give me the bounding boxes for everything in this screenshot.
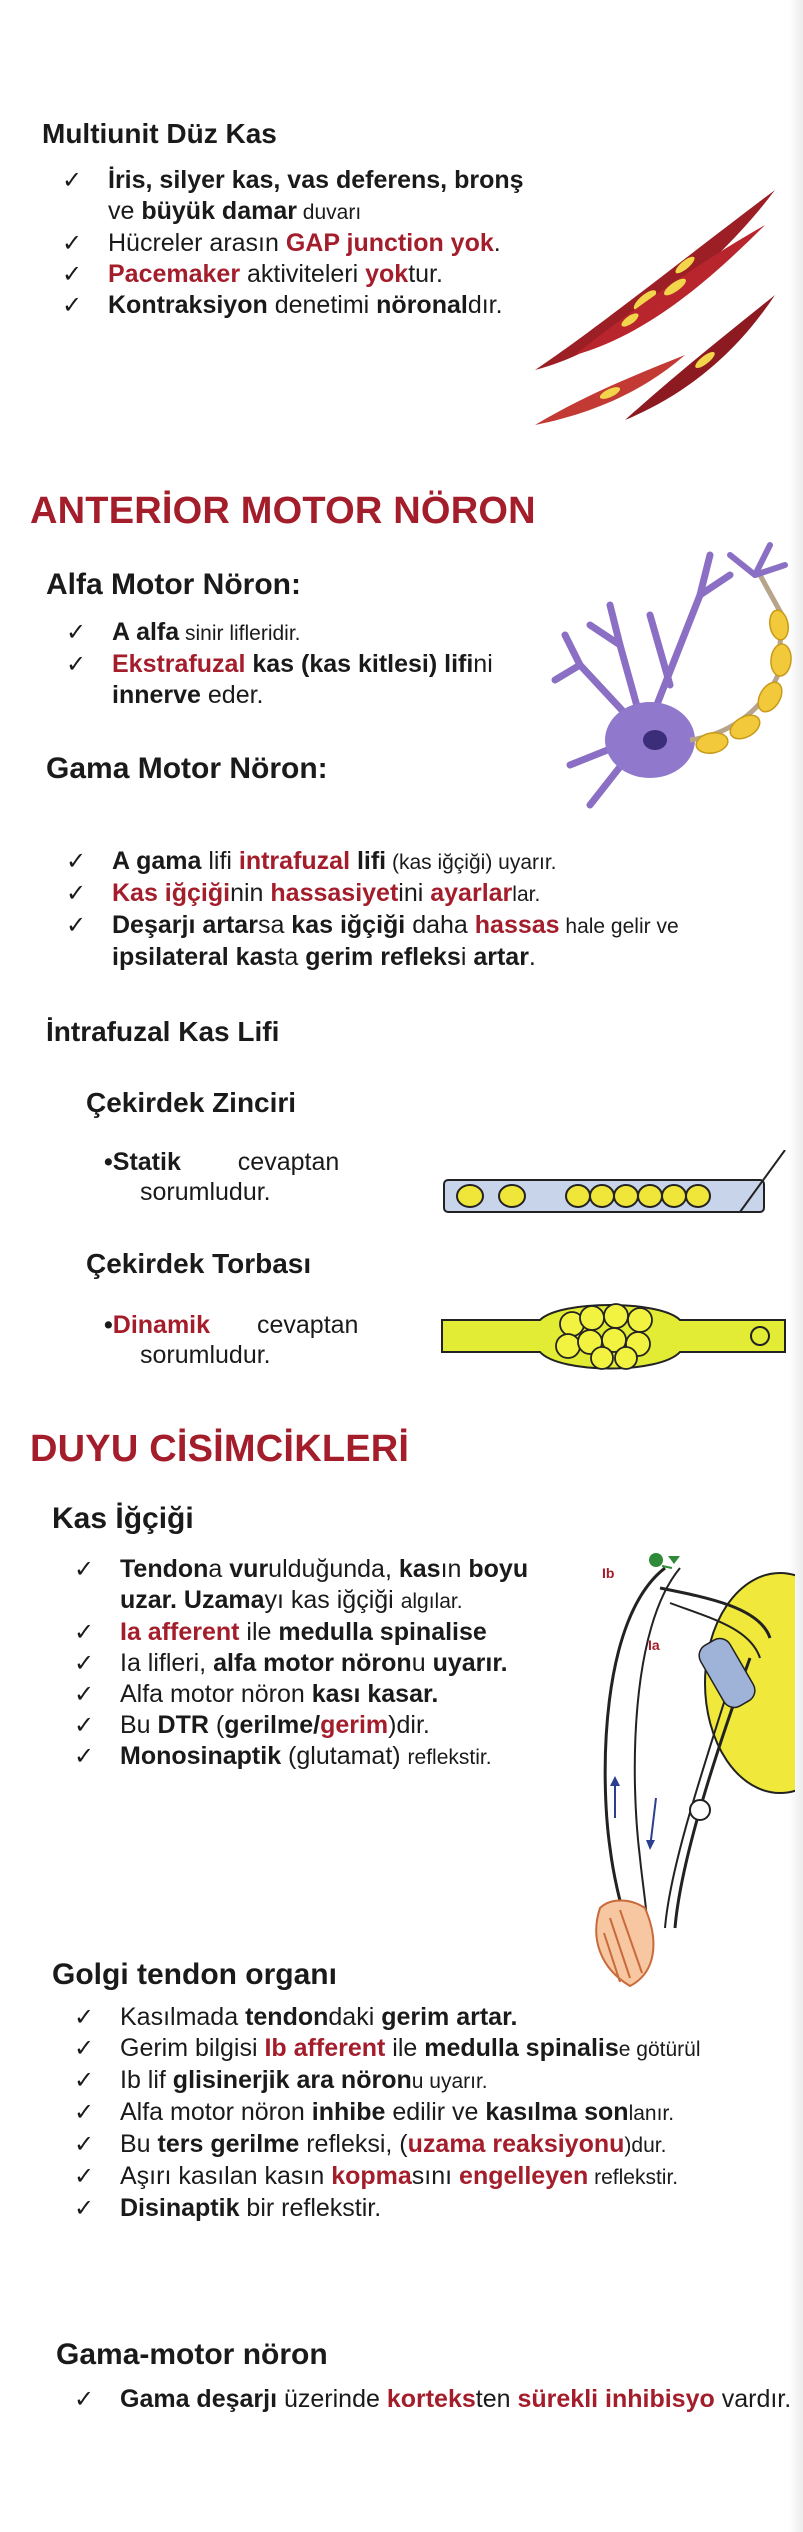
multiunit-title: Multiunit Düz Kas bbox=[42, 118, 277, 149]
check-item bbox=[74, 2193, 794, 2224]
gama-motor-title: Gama Motor Nöron: bbox=[46, 752, 328, 785]
item-text: Tendon bbox=[120, 1555, 209, 1583]
item-text: Ib lif bbox=[120, 2066, 173, 2094]
item-text: DTR bbox=[157, 1711, 209, 1739]
checkmark-icon: ✓ bbox=[66, 651, 87, 678]
item-text: dır. bbox=[467, 291, 503, 319]
item-text: intrafuzal bbox=[238, 847, 351, 875]
item-text: glisinerjik ara nöron bbox=[172, 2066, 412, 2094]
cekirdek-zinciri-text: •Statik cevaptan sorumludur. bbox=[104, 1148, 340, 1206]
checkmark-icon: ✓ bbox=[62, 261, 83, 288]
item-text: A alfa bbox=[112, 618, 180, 646]
check-item bbox=[74, 2033, 794, 2065]
item-text: tendon bbox=[245, 2003, 329, 2031]
kas-igcigi-title: Kas İğçiği bbox=[52, 1502, 194, 1535]
item-text: bir reflekstir. bbox=[239, 2194, 382, 2222]
check-item bbox=[74, 1679, 550, 1710]
item-text: innerve bbox=[112, 681, 201, 709]
item-text: Ib afferent bbox=[264, 2034, 386, 2062]
checkmark-icon: ✓ bbox=[74, 1556, 95, 1583]
item-text: Alfa motor nöron bbox=[120, 2098, 312, 2126]
item-text: reflekstir. bbox=[407, 1746, 492, 1769]
check-item bbox=[62, 259, 532, 290]
checkmark-icon: ✓ bbox=[74, 2195, 95, 2222]
item-text: vardır. bbox=[714, 2385, 792, 2413]
intrafuzal-title: İntrafuzal Kas Lifi bbox=[46, 1016, 280, 1047]
item-text: büyük damar bbox=[141, 197, 297, 225]
checkmark-icon: ✓ bbox=[74, 2131, 95, 2158]
item-text: u uyarır. bbox=[411, 2070, 488, 2093]
cekirdek-torbasi-title: Çekirdek Torbası bbox=[86, 1248, 312, 1279]
item-text: tur. bbox=[408, 260, 443, 288]
item-text: nin bbox=[230, 879, 271, 907]
item-text: sinir lifleridir. bbox=[179, 622, 301, 645]
item-text: ve bbox=[108, 197, 142, 225]
item-text: (kas iğçiği) uyarır. bbox=[386, 851, 557, 874]
item-text: hassas bbox=[474, 911, 560, 939]
check-item bbox=[66, 846, 786, 878]
item-text: inhibe bbox=[311, 2098, 386, 2126]
item-text: sürekli inhibisyo bbox=[517, 2385, 715, 2413]
checkmark-icon: ✓ bbox=[66, 912, 87, 939]
item-text: lifi bbox=[444, 650, 474, 678]
item-text: ( bbox=[208, 1711, 225, 1739]
item-text: Bu bbox=[120, 2130, 158, 2158]
item-text: bronş bbox=[454, 166, 524, 194]
dinamik-text: Dinamik bbox=[112, 1311, 211, 1339]
item-text: daha bbox=[405, 911, 475, 939]
item-text: engelleyen bbox=[459, 2162, 589, 2190]
item-text: nöronal bbox=[376, 291, 468, 319]
item-text: ulduğunda, bbox=[268, 1555, 399, 1583]
item-text: Bu bbox=[120, 1711, 158, 1739]
item-text: refleksi, ( bbox=[299, 2130, 408, 2158]
item-text: üzerinde bbox=[277, 2385, 387, 2413]
item-text: Alfa motor nöron bbox=[120, 1680, 312, 1708]
item-text: ile bbox=[385, 2034, 425, 2062]
item-text: uyarır. bbox=[432, 1649, 508, 1677]
item-text: sını bbox=[411, 2162, 460, 2190]
item-text: kası kasar. bbox=[311, 1680, 439, 1708]
item-text: reflekstir. bbox=[588, 2166, 679, 2189]
checkmark-icon: ✓ bbox=[74, 2163, 95, 2190]
motor-neuron-illustration bbox=[550, 535, 795, 835]
check-item bbox=[66, 649, 546, 711]
check-item bbox=[74, 1710, 550, 1741]
check-item bbox=[74, 2384, 794, 2415]
item-text: eder. bbox=[200, 681, 264, 709]
checkmark-icon: ✓ bbox=[62, 167, 83, 194]
item-text: ayarlar bbox=[430, 879, 513, 907]
item-text: ın bbox=[440, 1555, 469, 1583]
item-text: ters gerilme bbox=[157, 2130, 300, 2158]
item-text: Pacemaker bbox=[108, 260, 241, 288]
muscle-bundle bbox=[596, 1901, 653, 1987]
gama-motor-noron-title: Gama-motor nöron bbox=[56, 2338, 328, 2371]
reflex-arc-diagram bbox=[560, 1548, 795, 1988]
item-text: hassasiyet bbox=[270, 879, 399, 907]
check-item bbox=[74, 2002, 794, 2033]
item-text: )dur. bbox=[624, 2134, 667, 2157]
item-text: uzama reaksiyonu bbox=[407, 2130, 625, 2158]
label-ib: Ib bbox=[602, 1565, 615, 1581]
smooth-muscle-illustration bbox=[535, 185, 775, 435]
item-text: korteks bbox=[386, 2385, 476, 2413]
item-text: lifi bbox=[201, 847, 239, 875]
check-item bbox=[74, 2065, 794, 2097]
item-text: aktiviteleri bbox=[240, 260, 366, 288]
item-text: . bbox=[493, 229, 501, 257]
item-text: medulla spinalis bbox=[424, 2034, 619, 2062]
cekirdek-torbasi-text: •Dinamik cevaptan sorumludur. bbox=[104, 1311, 359, 1369]
item-text: kas (kas kitlesi) bbox=[245, 650, 445, 678]
item-text: i bbox=[460, 943, 474, 971]
check-item bbox=[74, 1648, 550, 1679]
item-text: Monosinaptik bbox=[120, 1742, 282, 1770]
gama-motor-list bbox=[66, 846, 786, 973]
item-text: gerim artar. bbox=[381, 2003, 518, 2031]
item-text: Ia afferent bbox=[120, 1618, 240, 1646]
checkmark-icon: ✓ bbox=[74, 1712, 95, 1739]
item-text: lar. bbox=[512, 883, 541, 906]
item-text: gerilme/ bbox=[224, 1711, 321, 1739]
check-item bbox=[62, 290, 532, 321]
alfa-motor-list bbox=[66, 617, 546, 711]
item-text: )dir. bbox=[388, 1711, 430, 1739]
statik-text: Statik bbox=[112, 1148, 181, 1176]
item-text: . bbox=[528, 943, 536, 971]
multiunit-list bbox=[62, 165, 532, 321]
item-text: Kas iğçiği bbox=[112, 879, 231, 907]
label-ia: Ia bbox=[648, 1637, 660, 1653]
nuclear-chain-fiber-illustration bbox=[440, 1150, 790, 1225]
item-text: alfa motor nöron bbox=[213, 1649, 412, 1677]
item-text: e götürül bbox=[618, 2038, 701, 2061]
golgi-list bbox=[74, 2002, 794, 2224]
checkmark-icon: ✓ bbox=[74, 2099, 95, 2126]
check-item bbox=[62, 165, 532, 228]
item-text: Ia lifleri, bbox=[120, 1649, 214, 1677]
item-text: ini bbox=[398, 879, 431, 907]
item-text: medulla spinalise bbox=[278, 1618, 487, 1646]
item-text: algılar. bbox=[400, 1590, 463, 1613]
sorumludur-text: sorumludur. bbox=[140, 1178, 271, 1206]
item-text: daki bbox=[328, 2003, 382, 2031]
item-text: hale gelir ve bbox=[559, 915, 679, 938]
item-text: vur bbox=[229, 1555, 269, 1583]
item-text: lifi bbox=[350, 847, 387, 875]
item-text: Hücreler arasın bbox=[108, 229, 286, 257]
item-text: sa bbox=[257, 911, 292, 939]
checkmark-icon: ✓ bbox=[74, 1743, 95, 1770]
item-text: ipsilateral kas bbox=[112, 943, 278, 971]
item-text: a bbox=[208, 1555, 230, 1583]
golgi-title: Golgi tendon organı bbox=[52, 1958, 337, 1991]
item-text: ten bbox=[475, 2385, 518, 2413]
item-text: (glutamat) bbox=[281, 1742, 408, 1770]
checkmark-icon: ✓ bbox=[62, 292, 83, 319]
check-item bbox=[74, 2161, 794, 2193]
item-text: Kontraksiyon bbox=[108, 291, 268, 319]
item-text: Aşırı kasılan kasın bbox=[120, 2162, 332, 2190]
checkmark-icon: ✓ bbox=[66, 880, 87, 907]
alfa-motor-title: Alfa Motor Nöron: bbox=[46, 568, 301, 601]
cekirdek-zinciri-title: Çekirdek Zinciri bbox=[86, 1087, 297, 1118]
item-text: yı kas iğçiği bbox=[264, 1586, 401, 1614]
item-text: yok bbox=[365, 260, 409, 288]
item-text: denetimi bbox=[267, 291, 377, 319]
item-text: Disinaptik bbox=[120, 2194, 240, 2222]
checkmark-icon: ✓ bbox=[74, 1650, 95, 1677]
smooth-muscle-cell bbox=[535, 190, 775, 370]
check-item bbox=[62, 228, 532, 259]
checkmark-icon: ✓ bbox=[66, 848, 87, 875]
checkmark-icon: ✓ bbox=[74, 2386, 95, 2413]
checkmark-icon: ✓ bbox=[74, 1681, 95, 1708]
item-text: İris, silyer kas, vas deferens, bbox=[108, 166, 448, 194]
myelin-sheath bbox=[695, 609, 793, 756]
checkmark-icon: ✓ bbox=[62, 230, 83, 257]
item-text: A gama bbox=[112, 847, 202, 875]
item-text: kopma bbox=[331, 2162, 412, 2190]
check-item bbox=[74, 1554, 550, 1617]
check-item bbox=[74, 1617, 550, 1648]
item-text: GAP junction yok bbox=[285, 229, 494, 257]
item-text: kas iğçiği bbox=[291, 911, 406, 939]
item-text: lanır. bbox=[628, 2102, 675, 2125]
checkmark-icon: ✓ bbox=[74, 1619, 95, 1646]
item-text: ni bbox=[473, 650, 493, 678]
check-item bbox=[66, 910, 786, 973]
item-text: Deşarjı artar bbox=[112, 911, 258, 939]
check-item bbox=[66, 878, 786, 910]
item-text: u bbox=[411, 1649, 433, 1677]
anterior-title: ANTERİOR MOTOR NÖRON bbox=[30, 490, 536, 532]
check-item bbox=[74, 1741, 550, 1773]
item-text: kasılma son bbox=[485, 2098, 629, 2126]
checkmark-icon: ✓ bbox=[74, 2004, 95, 2031]
gama-motor-noron-list bbox=[74, 2384, 794, 2415]
item-text: gerim bbox=[320, 1711, 389, 1739]
item-text: artar bbox=[473, 943, 529, 971]
cevap-text: cevap bbox=[230, 1148, 305, 1176]
item-text: kas bbox=[398, 1555, 441, 1583]
item-text: boyu uzar. Uzama bbox=[120, 1555, 529, 1614]
checkmark-icon: ✓ bbox=[66, 619, 87, 646]
item-text: Gerim bilgisi bbox=[120, 2034, 265, 2062]
kas-igcigi-list bbox=[74, 1554, 550, 1773]
check-item bbox=[66, 617, 546, 649]
duyu-title: DUYU CİSİMCİKLERİ bbox=[30, 1428, 410, 1470]
item-text: duvarı bbox=[296, 201, 362, 224]
checkmark-icon: ✓ bbox=[74, 2035, 95, 2062]
item-text: gerim refleks bbox=[305, 943, 461, 971]
item-text: Kasılmada bbox=[120, 2003, 246, 2031]
checkmark-icon: ✓ bbox=[74, 2067, 95, 2094]
item-text: Gama deşarjı bbox=[120, 2385, 278, 2413]
item-text: edilir ve bbox=[385, 2098, 486, 2126]
item-text: Ekstrafuzal bbox=[112, 650, 246, 678]
nuclear-bag-fiber-illustration bbox=[440, 1290, 790, 1390]
check-item bbox=[74, 2097, 794, 2129]
item-text: ta bbox=[277, 943, 306, 971]
check-item bbox=[74, 2129, 794, 2161]
item-text: ile bbox=[239, 1618, 279, 1646]
